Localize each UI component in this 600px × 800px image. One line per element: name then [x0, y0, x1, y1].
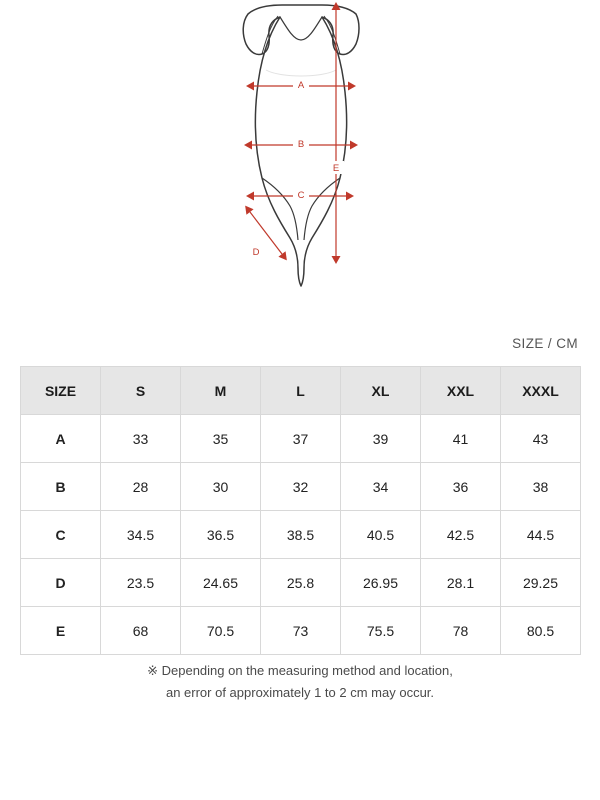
table-cell: 36	[421, 463, 501, 511]
size-table-head	[21, 367, 581, 415]
measure-label-d: D	[252, 247, 260, 258]
table-cell: 38.5	[261, 511, 341, 559]
table-cell: 44.5	[501, 511, 581, 559]
table-cell: 73	[261, 607, 341, 655]
measure-label-c: C	[297, 190, 305, 201]
table-header-cell: XXXL	[501, 367, 581, 415]
size-table	[20, 366, 581, 655]
table-row-label: A	[21, 415, 101, 463]
swimsuit-illustration	[170, 0, 430, 290]
table-cell: 75.5	[341, 607, 421, 655]
table-cell: 34.5	[101, 511, 181, 559]
table-row-label: E	[21, 607, 101, 655]
measure-label-a: A	[297, 80, 305, 91]
measure-label-b: B	[297, 139, 305, 150]
table-header-cell: L	[261, 367, 341, 415]
table-cell: 42.5	[421, 511, 501, 559]
size-table-container	[20, 366, 580, 655]
disclaimer-line-1: ※ Depending on the measuring method and location,	[147, 663, 453, 678]
table-cell: 24.65	[181, 559, 261, 607]
table-row	[21, 415, 581, 463]
table-cell: 68	[101, 607, 181, 655]
table-cell: 36.5	[181, 511, 261, 559]
table-cell: 32	[261, 463, 341, 511]
table-cell: 80.5	[501, 607, 581, 655]
table-cell: 23.5	[101, 559, 181, 607]
table-header-cell: S	[101, 367, 181, 415]
table-row-label: C	[21, 511, 101, 559]
table-row	[21, 559, 581, 607]
disclaimer-line-2: an error of approximately 1 to 2 cm may occur.	[165, 685, 435, 701]
table-cell: 30	[181, 463, 261, 511]
table-cell: 43	[501, 415, 581, 463]
table-row	[21, 463, 581, 511]
table-header-cell: XXL	[421, 367, 501, 415]
table-cell: 78	[421, 607, 501, 655]
unit-label: SIZE / CM	[512, 336, 578, 351]
table-cell: 40.5	[341, 511, 421, 559]
table-row-label: D	[21, 559, 101, 607]
table-header-cell: XL	[341, 367, 421, 415]
table-cell: 29.25	[501, 559, 581, 607]
measurement-disclaimer	[0, 660, 600, 705]
table-cell: 28	[101, 463, 181, 511]
table-cell: 28.1	[421, 559, 501, 607]
table-cell: 41	[421, 415, 501, 463]
table-cell: 33	[101, 415, 181, 463]
table-cell: 26.95	[341, 559, 421, 607]
table-cell: 34	[341, 463, 421, 511]
table-row	[21, 607, 581, 655]
swimsuit-measurement-diagram	[0, 0, 600, 320]
table-cell: 35	[181, 415, 261, 463]
table-cell: 39	[341, 415, 421, 463]
table-row-label: B	[21, 463, 101, 511]
table-cell: 25.8	[261, 559, 341, 607]
table-header-row	[21, 367, 581, 415]
table-cell: 70.5	[181, 607, 261, 655]
table-header-cell: SIZE	[21, 367, 101, 415]
table-header-cell: M	[181, 367, 261, 415]
table-cell: 38	[501, 463, 581, 511]
measure-label-e: E	[332, 163, 340, 174]
size-table-body	[21, 415, 581, 655]
table-cell: 37	[261, 415, 341, 463]
table-row	[21, 511, 581, 559]
